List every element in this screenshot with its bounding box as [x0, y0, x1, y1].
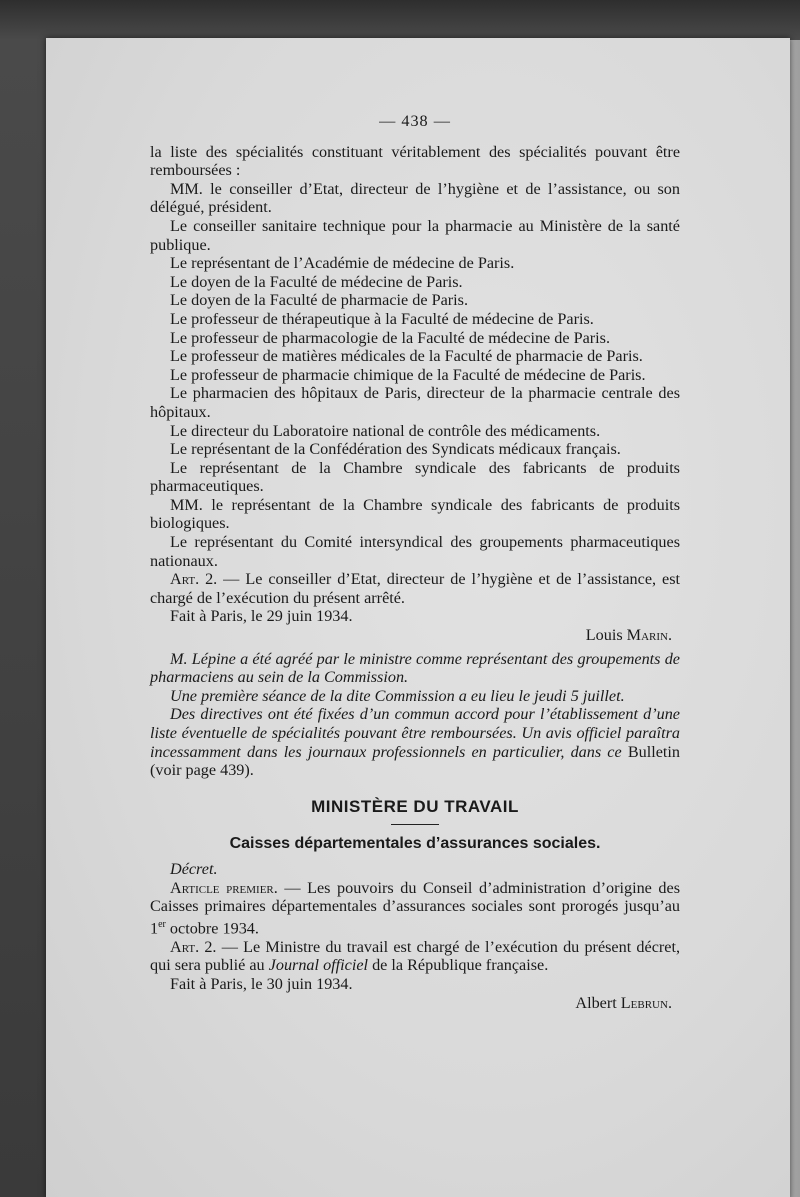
section-title: MINISTÈRE DU TRAVAIL — [311, 796, 519, 816]
signature-first-name: Albert — [575, 993, 621, 1012]
article-text: — Les pouvoirs du Conseil d’administration d’origine des Caisses primaires départementales d’assurances sociales sont prorogés jusqu’au 1 — [150, 878, 680, 938]
page-number: — 438 — — [379, 112, 451, 130]
paragraph: Le professeur de matières médicales de la Faculté de pharmacie de Paris. — [170, 347, 643, 366]
article-label: Art. 2. — [170, 570, 218, 589]
paragraph: Le doyen de la Faculté de pharmacie de Paris. — [170, 291, 468, 310]
paragraph: Le conseiller sanitaire technique pour la pharmacie au Ministère de la santé publique. — [150, 216, 680, 254]
note-italic-part: Des directives ont été fixées d’un commun accord pour l’établissement d’une liste éventuelle de spécialités pouvant être remboursées. Un avis officiel paraîtra incessamment dans les journaux professionnels en particulier, dans ce — [150, 705, 680, 761]
paragraph: Le directeur du Laboratoire national de contrôle des médicaments. — [170, 421, 601, 440]
signature-first — [150, 626, 672, 645]
paragraph: la liste des spécialités constituant véritablement des spécialités pouvant être remboursées : — [150, 142, 680, 180]
paragraph: Le représentant de l’Académie de médecine de Paris. — [170, 254, 515, 273]
paragraph: MM. le conseiller d’Etat, directeur de l’hygiène et de l’assistance, ou son délégué, président. — [150, 179, 680, 217]
paragraph: Le doyen de la Faculté de médecine de Paris. — [170, 272, 463, 291]
signature-last-name: Marin. — [626, 626, 672, 645]
article-2-second — [150, 938, 680, 975]
signature-last-name: Lebrun. — [620, 993, 672, 1012]
article-text-end: de la République française. — [368, 956, 549, 975]
article-2-first — [150, 570, 680, 607]
paragraph: Le représentant de la Chambre syndicale des fabricants de produits pharmaceutiques. — [150, 458, 680, 496]
fait-a-paris-second: Fait à Paris, le 30 juin 1934. — [170, 974, 353, 993]
decret-label: Décret. — [170, 859, 218, 878]
italic-note: Une première séance de la dite Commission a eu lieu le jeudi 5 juillet. — [170, 686, 625, 705]
italic-note: M. Lépine a été agréé par le ministre comme représentant des groupements de pharmaciens au sein de la Commission. — [150, 649, 680, 687]
paragraph: Le professeur de pharmacie chimique de la Faculté de médecine de Paris. — [170, 365, 646, 384]
paragraph: Le représentant de la Confédération des Syndicats médicaux français. — [170, 440, 621, 459]
section-subtitle: Caisses départementales d’assurances sociales. — [229, 835, 601, 853]
document-text — [150, 112, 680, 1012]
italic-note — [150, 705, 680, 779]
journal-title: Journal officiel — [268, 956, 369, 975]
note-roman-part: Bulletin (voir page 439). — [150, 742, 680, 780]
paragraph: MM. le représentant de la Chambre syndicale des fabricants de produits biologiques. — [150, 495, 680, 533]
paragraph: Le professeur de pharmacologie de la Faculté de médecine de Paris. — [170, 328, 611, 347]
superscript: er — [158, 918, 166, 930]
signature-second — [150, 994, 672, 1013]
article-text: — Le conseiller d’Etat, directeur de l’hygiène et de l’assistance, est chargé de l’exécution du présent arrêté. — [150, 570, 680, 607]
fait-a-paris-first: Fait à Paris, le 29 juin 1934. — [170, 607, 353, 626]
paragraph: Le pharmacien des hôpitaux de Paris, directeur de la pharmacie centrale des hôpitaux. — [150, 384, 680, 421]
paragraph: Le représentant du Comité intersyndical des groupements pharmaceutiques nationaux. — [150, 533, 680, 570]
article-text: — Le Ministre du travail est chargé de l’exécution du présent décret, qui sera publié au — [150, 937, 680, 975]
article-premier — [150, 879, 680, 938]
article-label: Art. 2. — [170, 937, 217, 956]
article-text-end: octobre 1934. — [165, 919, 259, 938]
paragraph: Le professeur de thérapeutique à la Faculté de médecine de Paris. — [170, 309, 594, 328]
article-label: Article premier. — [170, 878, 278, 897]
title-divider — [391, 824, 439, 825]
signature-first-name: Louis — [585, 626, 627, 645]
